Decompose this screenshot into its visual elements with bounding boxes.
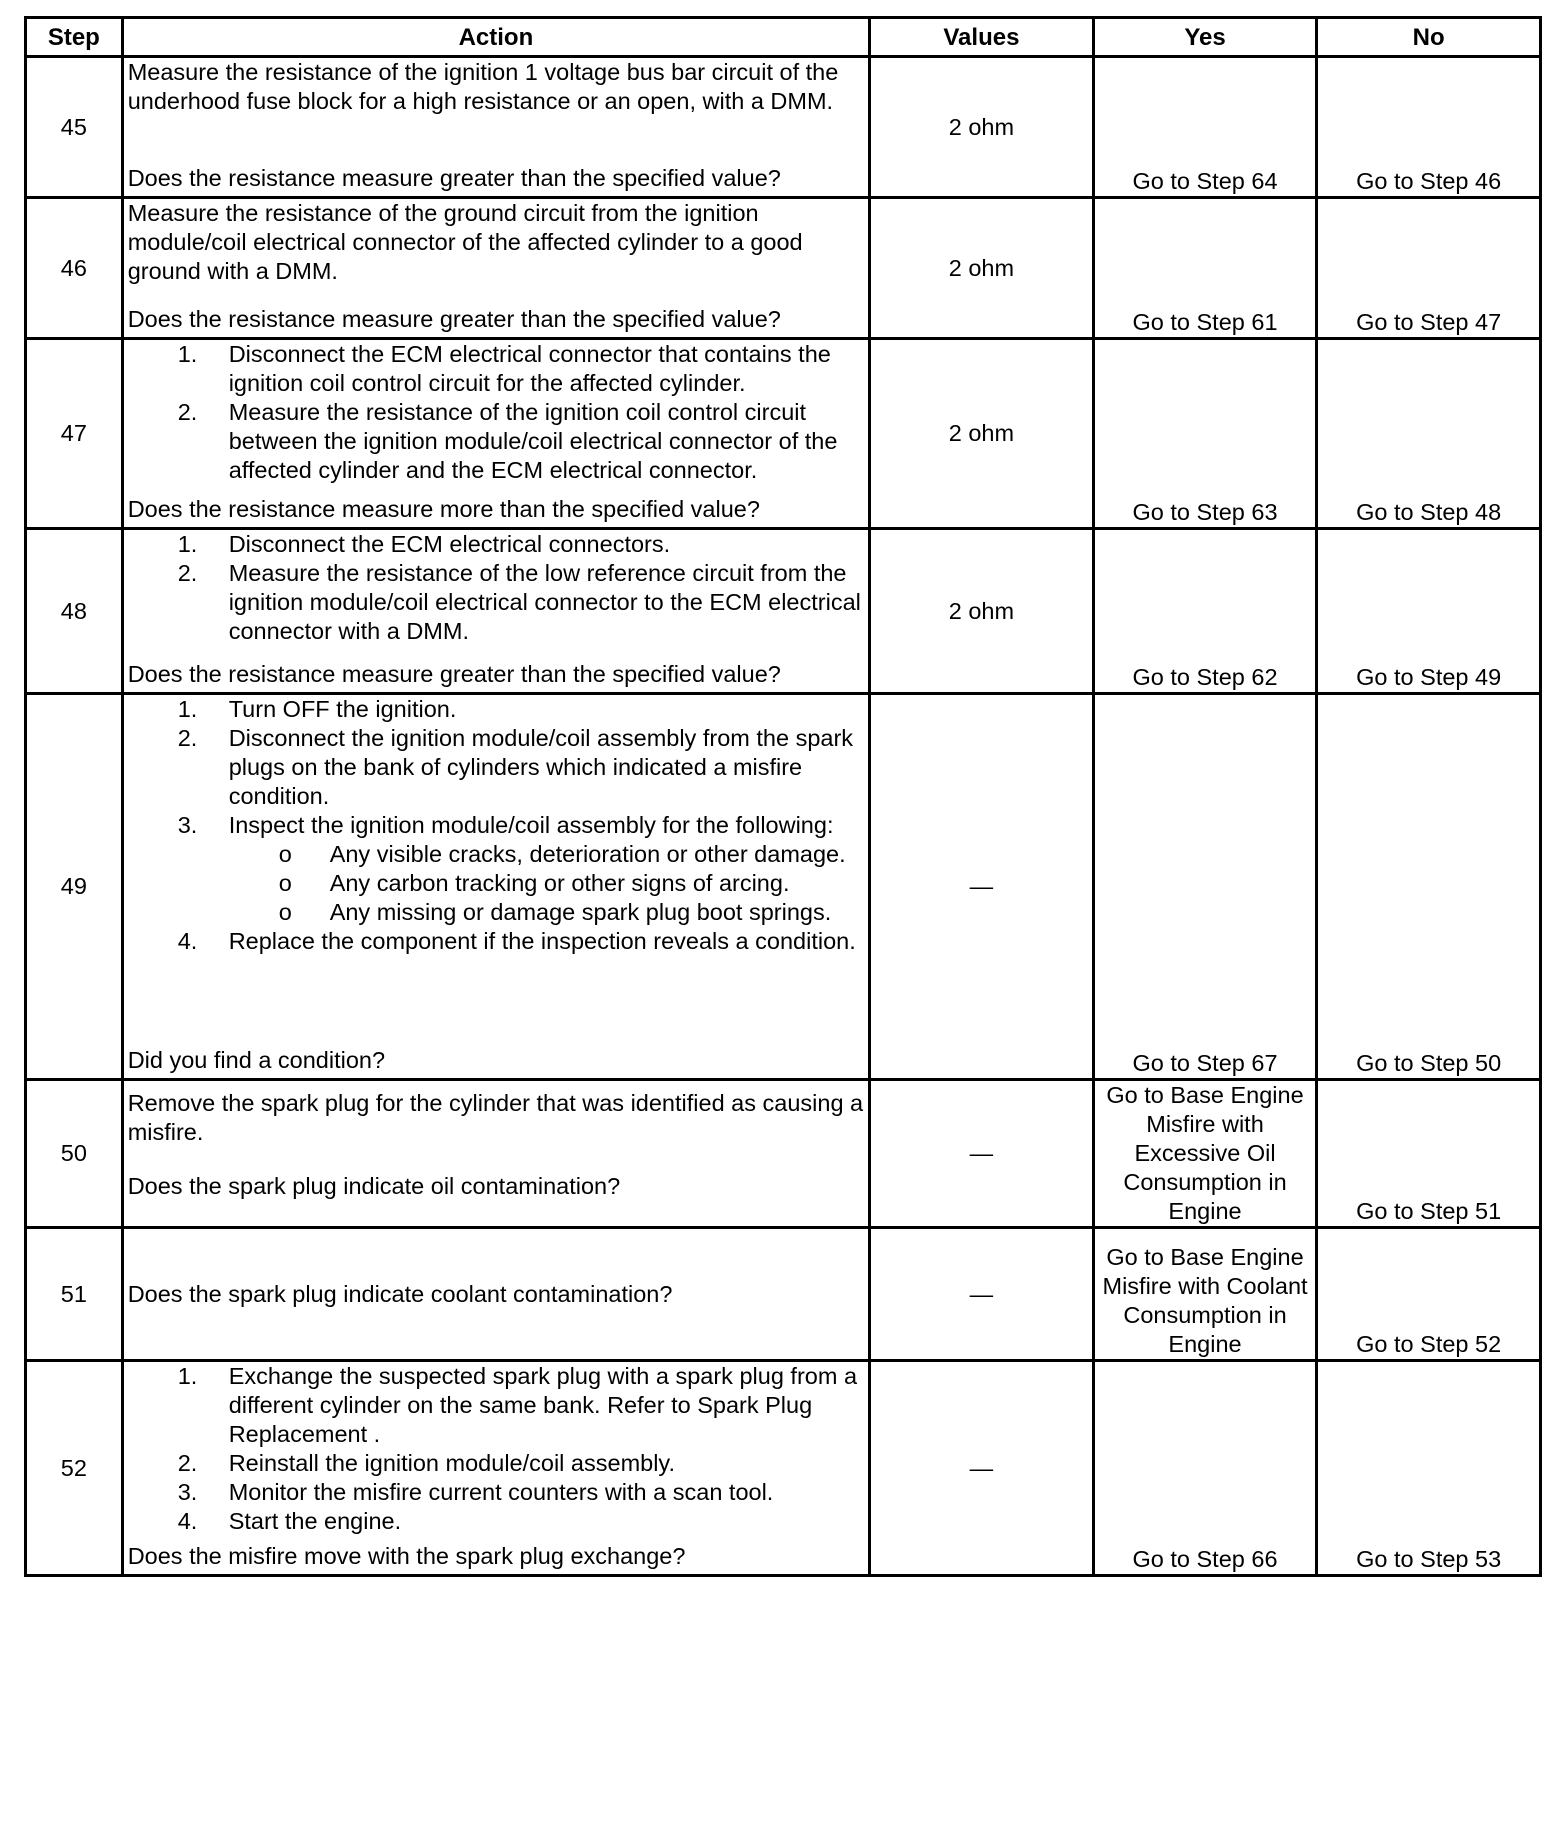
- action-question: Does the resistance measure greater than the specified value?: [127, 661, 781, 687]
- header-values: Values: [870, 18, 1094, 57]
- action-step-item: [128, 1449, 864, 1478]
- diagnostic-table: [24, 16, 1542, 1577]
- table-row: [26, 694, 1541, 1080]
- table-row: [26, 339, 1541, 529]
- step-item-text: Disconnect the ECM electrical connector that contains the ignition coil control circuit for the affected cylinder.: [228, 341, 831, 396]
- value-cell: —: [870, 694, 1094, 1080]
- action-step-item: [128, 927, 864, 956]
- yes-cell: Go to Step 62: [1093, 529, 1317, 694]
- step-number: 50: [26, 1080, 123, 1228]
- step-item-number: 2.: [177, 560, 198, 586]
- step-item-number: 1.: [177, 696, 198, 722]
- no-cell: Go to Step 53: [1317, 1361, 1541, 1576]
- action-step-item: [128, 559, 864, 646]
- bullet-icon: o: [278, 870, 292, 896]
- step-item-number: 3.: [177, 1479, 198, 1505]
- action-question: Did you find a condition?: [127, 1047, 386, 1073]
- action-cell: [122, 1228, 869, 1361]
- step-number: 47: [26, 339, 123, 529]
- action-text: Remove the spark plug for the cylinder that was identified as causing a misfire.: [127, 1090, 864, 1145]
- action-question: Does the resistance measure greater than the specified value?: [127, 165, 781, 191]
- step-number: 51: [26, 1228, 123, 1361]
- step-item-number: 1.: [177, 531, 198, 557]
- step-item-text: Measure the resistance of the low reference circuit from the ignition module/coil electrical connector to the ECM electrical connector with a DMM.: [228, 560, 861, 644]
- value-cell: 2 ohm: [870, 339, 1094, 529]
- action-question: Does the spark plug indicate coolant contamination?: [127, 1280, 673, 1307]
- action-step-item: [128, 340, 864, 398]
- step-item-text: Disconnect the ignition module/coil assembly from the spark plugs on the bank of cylinders which indicated a misfire condition.: [228, 725, 854, 809]
- action-steps: [128, 340, 864, 485]
- action-cell: [122, 1080, 869, 1228]
- header-no: No: [1317, 18, 1541, 57]
- action-step-item: [128, 398, 864, 485]
- value-cell: —: [870, 1080, 1094, 1228]
- step-number: 48: [26, 529, 123, 694]
- no-cell: Go to Step 47: [1317, 198, 1541, 339]
- inspection-sublist: [229, 840, 864, 927]
- subitem-text: Any visible cracks, deterioration or other damage.: [329, 841, 846, 867]
- inspection-subitem: [229, 898, 864, 927]
- action-step-item: [128, 811, 864, 927]
- action-steps: [128, 530, 864, 646]
- subitem-text: Any missing or damage spark plug boot springs.: [329, 899, 832, 925]
- table-row: [26, 57, 1541, 198]
- yes-cell: Go to Step 66: [1093, 1361, 1317, 1576]
- table-row: [26, 529, 1541, 694]
- step-item-number: 4.: [177, 928, 198, 954]
- action-cell: [122, 198, 869, 339]
- table-row: [26, 1228, 1541, 1361]
- step-item-text: Measure the resistance of the ignition coil control circuit between the ignition module/coil electrical connector of the affected cylinder and the ECM electrical connector.: [228, 399, 838, 483]
- action-cell: [122, 1361, 869, 1576]
- value-cell: 2 ohm: [870, 198, 1094, 339]
- action-step-item: [128, 530, 864, 559]
- step-item-text: Inspect the ignition module/coil assembly for the following:: [228, 812, 834, 838]
- step-item-number: 4.: [177, 1508, 198, 1534]
- step-item-number: 3.: [177, 812, 198, 838]
- no-cell: Go to Step 46: [1317, 57, 1541, 198]
- yes-cell: Go to Step 64: [1093, 57, 1317, 198]
- action-question: Does the misfire move with the spark plug exchange?: [127, 1543, 686, 1569]
- yes-cell: Go to Base Engine Misfire with Excessive Oil Consumption in Engine: [1093, 1080, 1317, 1228]
- bullet-icon: o: [278, 899, 292, 925]
- action-question: Does the spark plug indicate oil contamination?: [127, 1173, 621, 1199]
- action-cell: [122, 339, 869, 529]
- action-text: Measure the resistance of the ground circuit from the ignition module/coil electrical connector of the affected cylinder to a good ground with a DMM.: [127, 200, 803, 284]
- header-yes: Yes: [1093, 18, 1317, 57]
- table-row: [26, 1361, 1541, 1576]
- action-step-item: [128, 695, 864, 724]
- step-item-text: Monitor the misfire current counters with a scan tool.: [228, 1479, 774, 1505]
- action-cell: [122, 529, 869, 694]
- no-cell: Go to Step 50: [1317, 694, 1541, 1080]
- step-item-number: 2.: [177, 725, 198, 751]
- yes-cell: Go to Step 63: [1093, 339, 1317, 529]
- action-step-item: [128, 1478, 864, 1507]
- step-item-text: Reinstall the ignition module/coil assembly.: [228, 1450, 675, 1476]
- step-number: 49: [26, 694, 123, 1080]
- value-cell: —: [870, 1228, 1094, 1361]
- value-cell: 2 ohm: [870, 57, 1094, 198]
- action-question: Does the resistance measure greater than the specified value?: [127, 306, 781, 332]
- action-text: Measure the resistance of the ignition 1 voltage bus bar circuit of the underhood fuse block for a high resistance or an open, with a DMM.: [127, 59, 839, 114]
- inspection-subitem: [229, 840, 864, 869]
- step-item-text: Start the engine.: [228, 1508, 402, 1534]
- action-step-item: [128, 1362, 864, 1449]
- step-item-number: 1.: [177, 1363, 198, 1389]
- step-number: 45: [26, 57, 123, 198]
- step-number: 52: [26, 1361, 123, 1576]
- step-item-text: Turn OFF the ignition.: [228, 696, 457, 722]
- step-item-text: Disconnect the ECM electrical connectors.: [228, 531, 671, 557]
- action-step-item: [128, 1507, 864, 1536]
- step-item-text: Replace the component if the inspection reveals a condition.: [228, 928, 856, 954]
- step-item-text: Exchange the suspected spark plug with a spark plug from a different cylinder on the same bank. Refer to Spark Plug Replacement .: [228, 1363, 858, 1447]
- no-cell: Go to Step 52: [1317, 1228, 1541, 1361]
- action-steps: [128, 1362, 864, 1536]
- yes-cell: Go to Step 67: [1093, 694, 1317, 1080]
- header-step: Step: [26, 18, 123, 57]
- yes-cell: Go to Step 61: [1093, 198, 1317, 339]
- step-item-number: 2.: [177, 399, 198, 425]
- no-cell: Go to Step 51: [1317, 1080, 1541, 1228]
- table-row: [26, 1080, 1541, 1228]
- header-row: [26, 18, 1541, 57]
- subitem-text: Any carbon tracking or other signs of arcing.: [329, 870, 790, 896]
- step-number: 46: [26, 198, 123, 339]
- inspection-subitem: [229, 869, 864, 898]
- value-cell: —: [870, 1361, 1094, 1576]
- action-question: Does the resistance measure more than the specified value?: [127, 496, 760, 522]
- step-item-number: 1.: [177, 341, 198, 367]
- action-steps: [128, 695, 864, 956]
- action-cell: [122, 57, 869, 198]
- table-row: [26, 198, 1541, 339]
- bullet-icon: o: [278, 841, 292, 867]
- no-cell: Go to Step 49: [1317, 529, 1541, 694]
- value-cell: 2 ohm: [870, 529, 1094, 694]
- header-action: Action: [122, 18, 869, 57]
- yes-cell: Go to Base Engine Misfire with Coolant Consumption in Engine: [1093, 1228, 1317, 1361]
- no-cell: Go to Step 48: [1317, 339, 1541, 529]
- action-step-item: [128, 724, 864, 811]
- step-item-number: 2.: [177, 1450, 198, 1476]
- action-cell: [122, 694, 869, 1080]
